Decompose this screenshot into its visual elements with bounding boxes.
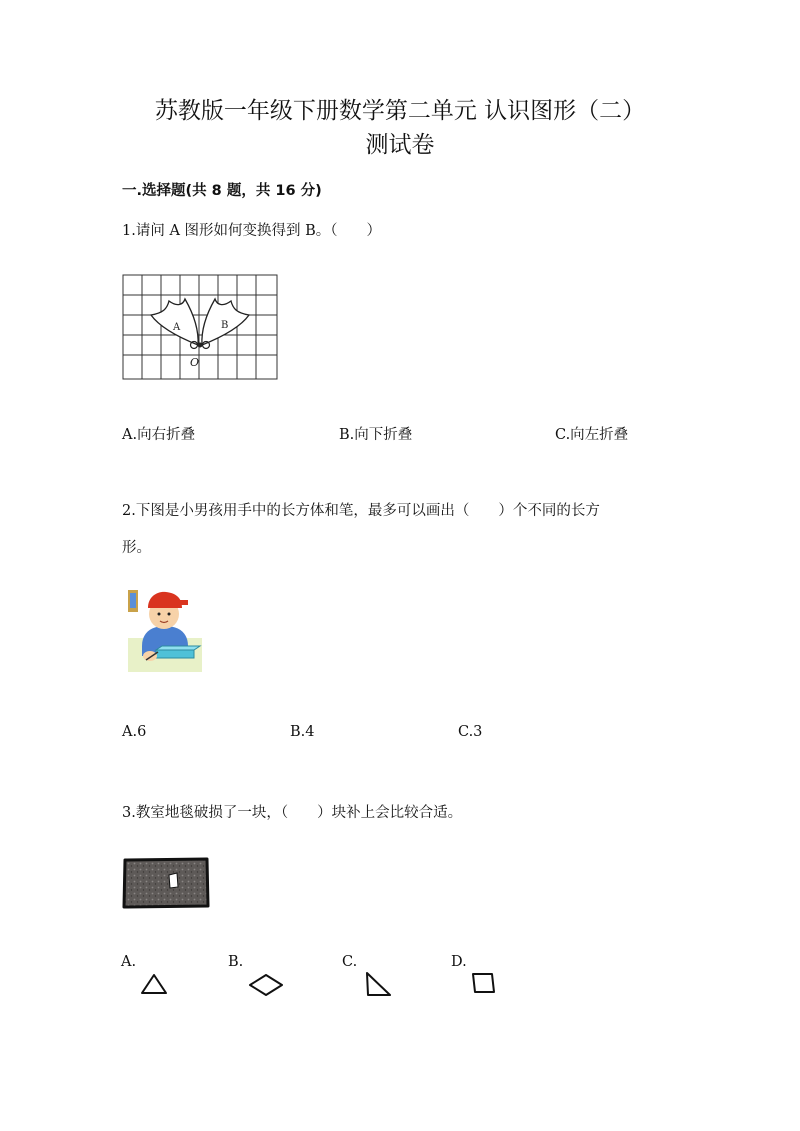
q1-option-b[interactable]: B.向下折叠	[339, 427, 413, 443]
boy-with-cuboid-illustration	[128, 586, 202, 672]
q3-option-b-label[interactable]: B.	[228, 954, 244, 970]
q1-option-c[interactable]: C.向左折叠	[555, 427, 629, 443]
right-triangle-icon[interactable]	[362, 969, 394, 999]
q2-option-a[interactable]: A.6	[122, 724, 147, 740]
page-title: 苏教版一年级下册数学第二单元 认识图形（二）	[154, 98, 646, 124]
question-1-text: 1.请问 A 图形如何变换得到 B。（ ）	[122, 223, 382, 239]
question-2-text-line2: 形。	[122, 540, 151, 556]
carpet-hole	[169, 873, 178, 888]
triangle-icon[interactable]	[138, 971, 170, 997]
quadrilateral-icon[interactable]	[468, 970, 498, 996]
damaged-carpet-figure	[121, 856, 211, 910]
page-subtitle: 测试卷	[365, 132, 435, 158]
q2-option-b[interactable]: B.4	[290, 724, 315, 740]
q3-option-a-label[interactable]: A.	[121, 954, 137, 970]
question-2-text-line1: 2.下图是小男孩用手中的长方体和笔，最多可以画出（ ）个不同的长方	[122, 503, 600, 519]
label-a: A	[173, 322, 181, 333]
label-b: B	[221, 320, 229, 331]
diamond-icon[interactable]	[246, 971, 286, 999]
q1-option-a[interactable]: A.向右折叠	[122, 427, 196, 443]
question-3-text: 3.教室地毯破损了一块，（ ）块补上会比较合适。	[122, 805, 463, 821]
section-heading: 一.选择题(共 8 题，共 16 分)	[122, 183, 322, 199]
q3-option-c-label[interactable]: C.	[342, 954, 358, 970]
label-o: O	[190, 356, 200, 369]
q2-option-c[interactable]: C.3	[458, 724, 483, 740]
question-1-grid-figure	[121, 273, 281, 381]
q3-option-d-label[interactable]: D.	[451, 954, 467, 970]
